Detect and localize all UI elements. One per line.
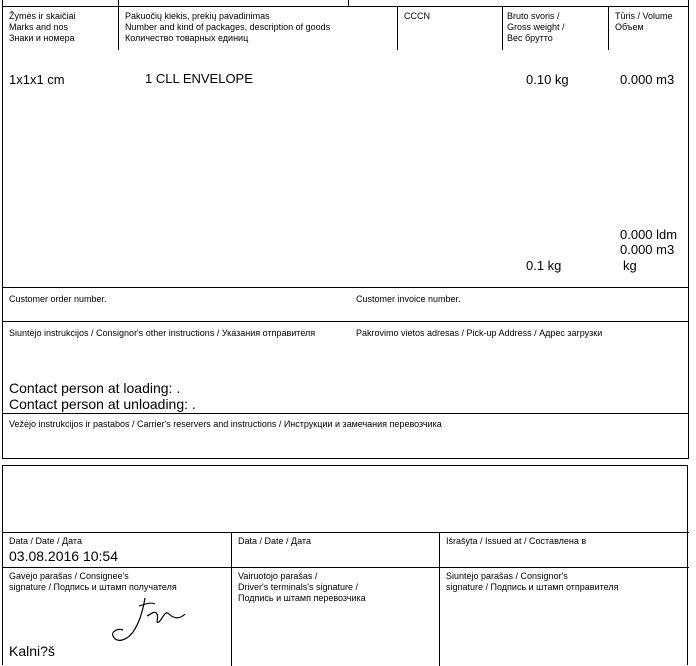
volume-header: Tūris / Volume Объем	[615, 11, 673, 32]
signature-top-divider	[2, 532, 689, 533]
date-value: 03.08.2016 10:54	[9, 548, 118, 564]
pickup-address: Pakrovimo vietos adresas / Pick-up Address / Адрес загрузки	[356, 328, 603, 338]
goods-description: 1 CLL ENVELOPE	[145, 71, 253, 86]
driver-signature-label: Vairuotojo parašas / Driver's terminals's signature / Подпись и штамп перевозчика	[238, 571, 366, 603]
col-sep-3	[502, 6, 503, 50]
signature-mid-divider	[2, 567, 689, 568]
customer-invoice-number: Customer invoice number.	[356, 294, 461, 304]
carrier-top-line	[2, 413, 689, 414]
cccn-header: CCCN	[404, 11, 430, 21]
contact-unloading: Contact person at unloading: .	[9, 396, 196, 412]
date-label: Data / Date / Дата	[9, 536, 82, 546]
goods-marks: 1x1x1 cm	[9, 72, 65, 87]
contact-loading: Contact person at loading: .	[9, 380, 181, 396]
frame-left	[2, 0, 3, 459]
col-sep-1	[118, 6, 119, 50]
goods-volume: 0.000 m3	[620, 72, 675, 87]
signature-col-1	[231, 532, 232, 666]
consignor-instructions: Siuntėjo instrukcijos / Consignor's other instructions / Указания отправителя	[9, 328, 316, 338]
total-gross: 0.1 kg	[526, 258, 562, 273]
total-m3: 0.000 m3	[620, 242, 675, 257]
order-top-line	[2, 287, 689, 288]
consignor-signature-label: Siuntėjo parašas / Consignor's signature / Подпись и штамп отправителя	[446, 571, 619, 592]
packages-header: Pakuočių kiekis, prekių pavadinimas Number and kind of packages, description of goods Количество товарных единиц	[125, 11, 331, 43]
date-label-driver: Data / Date / Дата	[238, 536, 311, 546]
signature-col-2	[439, 532, 440, 666]
issued-at-label: Išrašyta / Issued at / Составлена в	[446, 536, 587, 546]
gross-weight-header: Bruto svoris / Gross weight / Вес брутто	[507, 11, 565, 43]
instructions-top-line	[2, 321, 689, 322]
signer-name: Kalni?š	[9, 643, 55, 659]
carrier-instructions: Vežėjo instrukcijos ir pastabos / Carrier's reservers and instructions / Инструкции и замечания перевозчика	[9, 419, 442, 429]
consignee-signature-label: Gavėjo parašas / Consignee's signature / Подпись и штамп получателя	[9, 571, 177, 592]
marks-header: Žymės ir skaičiai Marks and nos Знаки и номера	[9, 11, 76, 43]
handwritten-signature	[95, 592, 195, 652]
total-kg: kg	[623, 258, 637, 273]
top-tick-right	[348, 0, 349, 6]
top-line	[2, 6, 689, 7]
total-ldm: 0.000 ldm	[620, 227, 678, 242]
col-sep-4	[608, 6, 609, 50]
goods-gross-weight: 0.10 kg	[526, 72, 569, 87]
carrier-bottom-line	[2, 458, 689, 459]
customer-order-number: Customer order number.	[9, 294, 107, 304]
col-sep-2	[397, 6, 398, 50]
frame-right	[688, 0, 689, 459]
